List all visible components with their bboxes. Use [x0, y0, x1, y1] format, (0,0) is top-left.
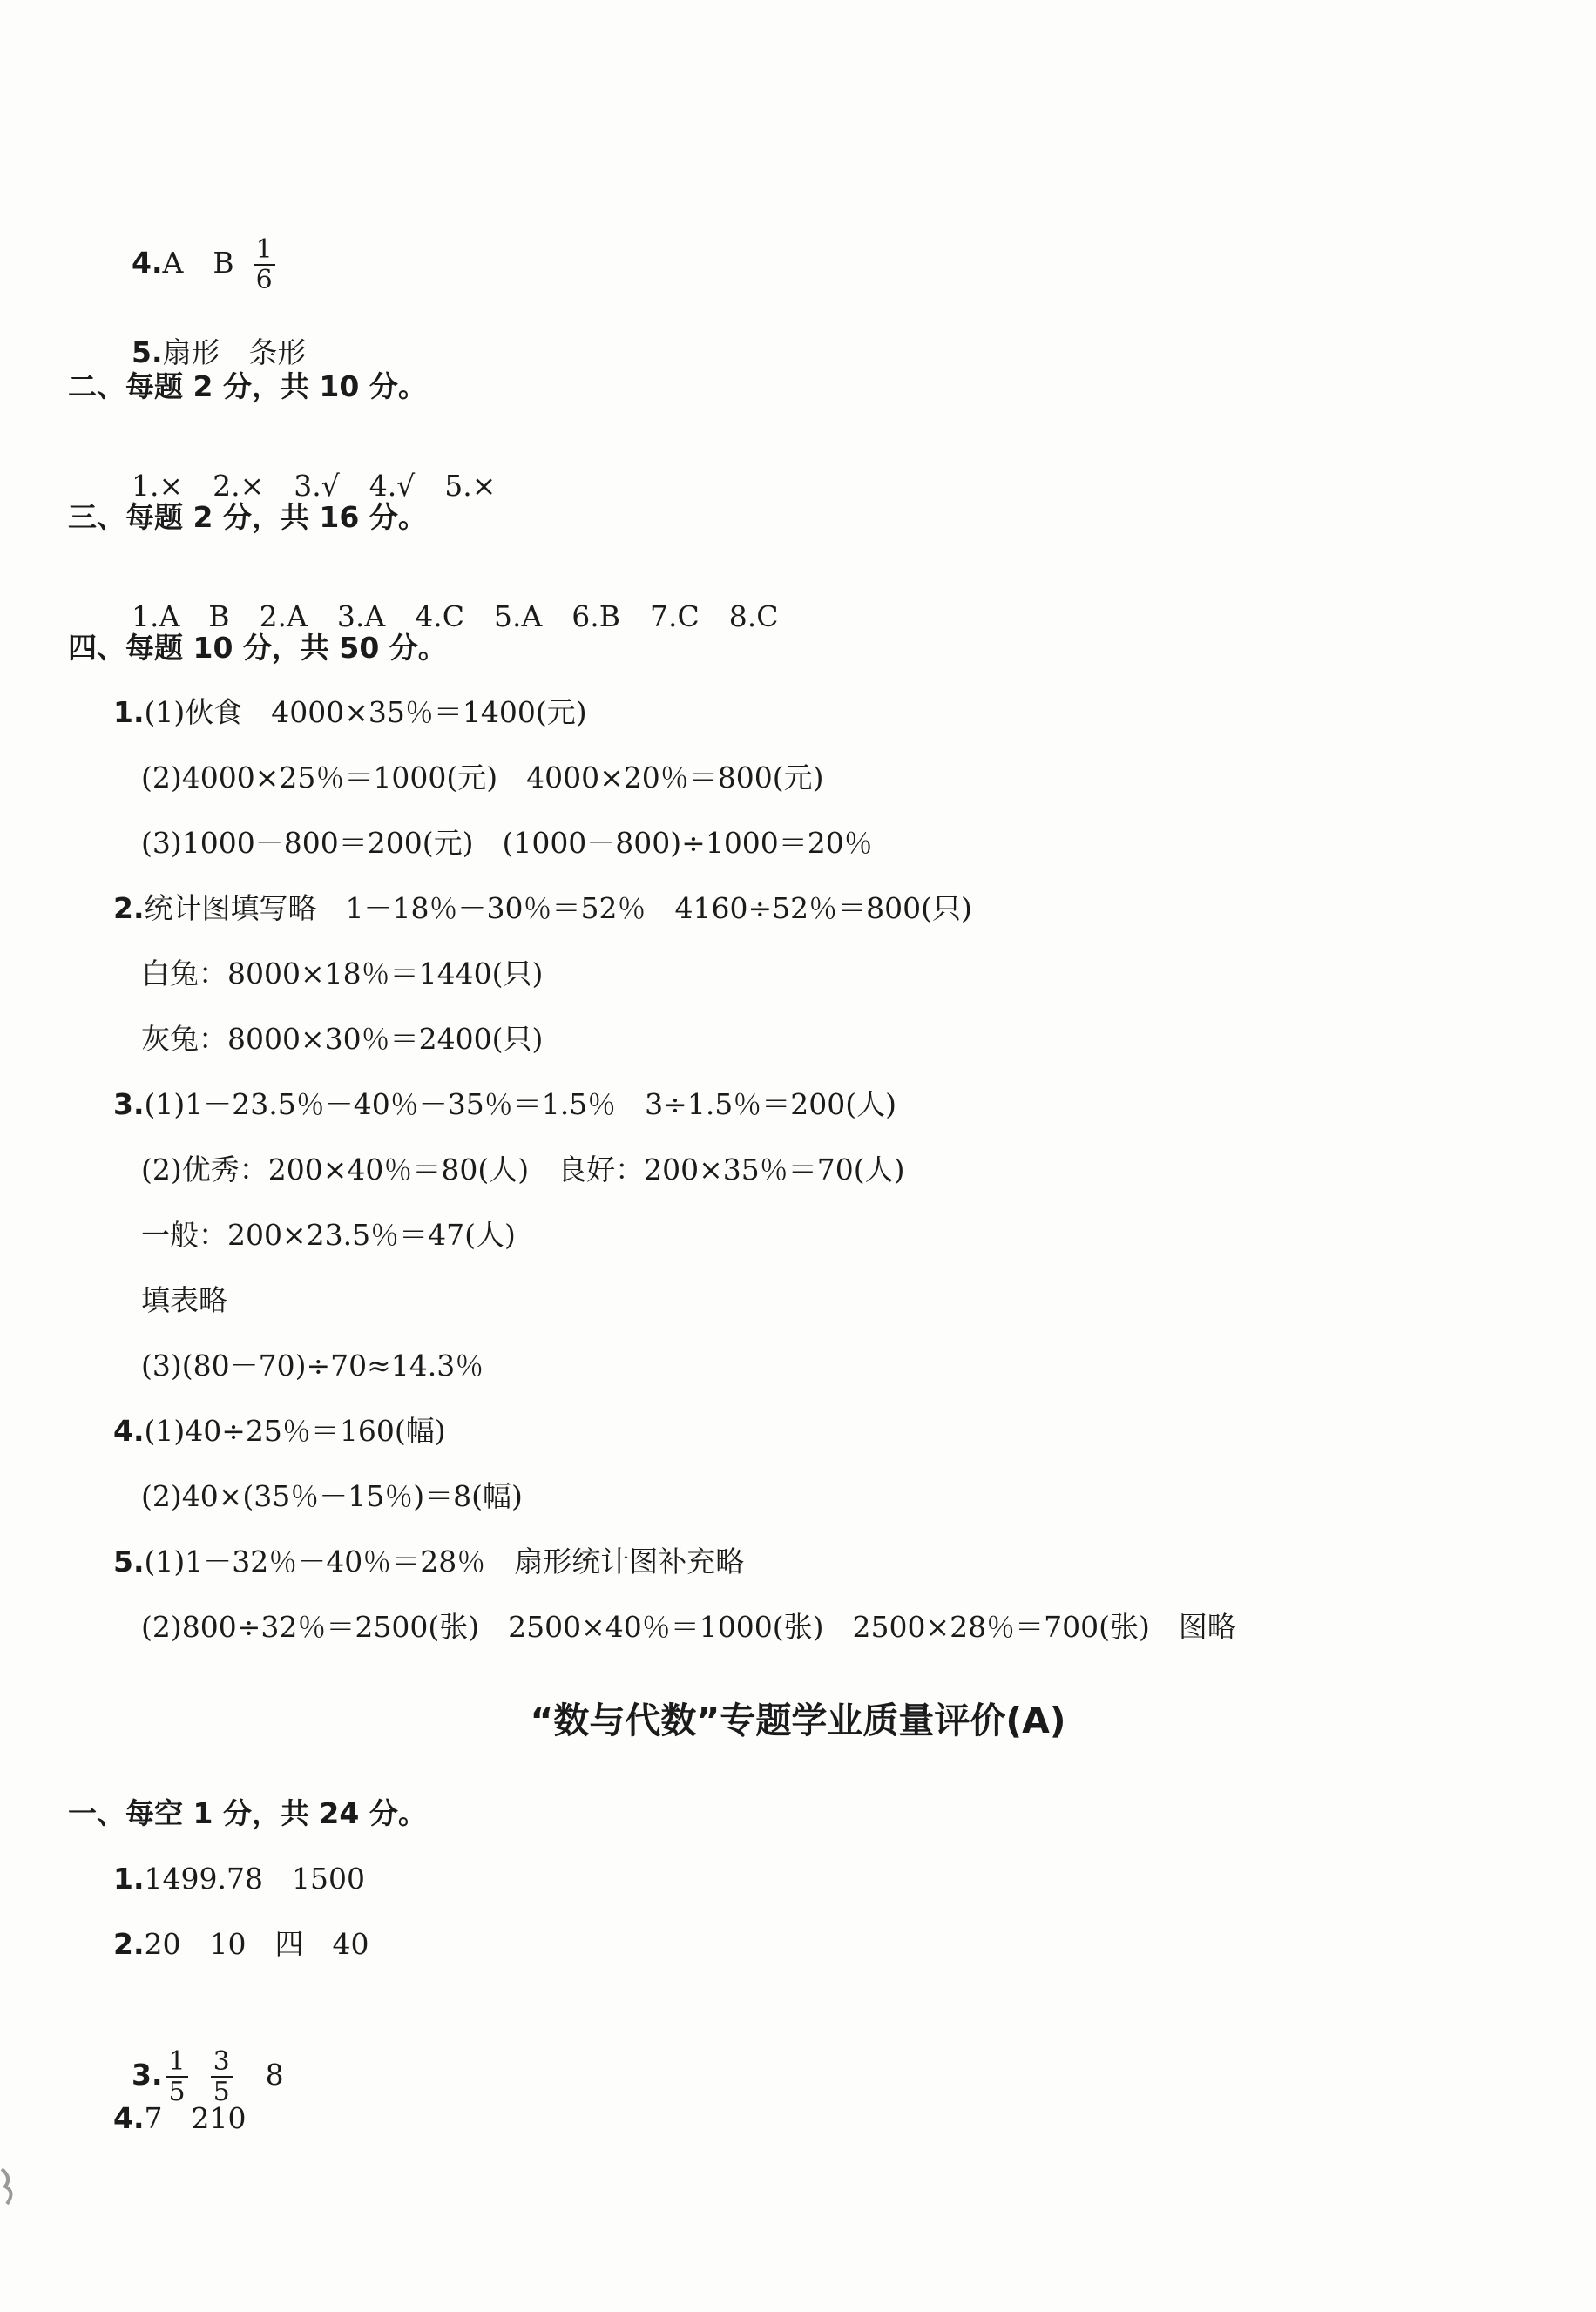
- answer-item: 3.√: [294, 469, 340, 503]
- answer-item: 4.C: [415, 599, 464, 633]
- q3-line-1: 3.(1)1－23.5％－40％－35％＝1.5％ 3÷1.5％＝200(人): [113, 1087, 897, 1121]
- a1-q4: 4.7 210: [113, 2101, 247, 2135]
- answer-item: 4.√: [369, 469, 416, 503]
- answer-item: 5.A: [493, 599, 543, 633]
- answer-item: 8.C: [728, 599, 779, 633]
- q2-line-2: 白兔：8000×18％＝1440(只): [141, 957, 544, 990]
- q1-line-2: (2)4000×25％＝1000(元) 4000×20％＝800(元): [141, 761, 824, 794]
- page-title: “数与代数”专题学业质量评价(A): [530, 1700, 1066, 1741]
- section-a1-heading: 一、每空 1 分，共 24 分。: [68, 1796, 427, 1830]
- answer-4-fraction: 4.A B $\frac{1}{6}$: [113, 200, 279, 294]
- q2-line-3: 灰兔：8000×30％＝2400(只): [141, 1022, 544, 1056]
- q3-line-2: (2)优秀：200×40％＝80(人) 良好：200×35％＝70(人): [141, 1153, 905, 1186]
- a1-q3: 3. $\frac{1}{5}$ $\frac{3}{5}$ 8: [131, 2046, 284, 2107]
- q1-line-3: (3)1000－800＝200(元) (1000－800)÷1000＝20％: [141, 826, 873, 860]
- section-3-answers: [113, 564, 779, 634]
- section-3-heading: 三、每题 2 分，共 16 分。: [68, 500, 427, 534]
- answer-item: 7.C: [650, 599, 700, 633]
- a1-q2: 2.20 10 四 40: [113, 1927, 369, 1961]
- q3-line-3: 一般：200×23.5％＝47(人): [141, 1218, 516, 1252]
- q5-line-2: (2)800÷32％＝2500(张) 2500×40％＝1000(张) 2500×28％＝700(张) 图略: [141, 1610, 1236, 1644]
- answer-5-chart-types: 5.扇形 条形: [131, 335, 307, 369]
- section-2-heading: 二、每题 2 分，共 10 分。: [68, 369, 427, 403]
- page-edge-mark: [0, 2160, 30, 2213]
- answer-item: 3.A: [336, 599, 386, 633]
- section-2-answers: [113, 434, 496, 504]
- q5-line-1: 5.(1)1－32％－40％＝28％ 扇形统计图补充略: [113, 1545, 745, 1579]
- section-4-heading: 四、每题 10 分，共 50 分。: [68, 631, 447, 665]
- answer-item: 2.A: [259, 599, 308, 633]
- q4-line-1: 4.(1)40÷25％＝160(幅): [113, 1414, 446, 1448]
- fraction: $\frac{1}{6}$: [254, 235, 275, 294]
- fraction: $\frac{3}{5}$: [211, 2047, 233, 2106]
- a1-q1: 1.1499.78 1500: [113, 1862, 365, 1896]
- answer-item: 1.×: [131, 469, 184, 503]
- q2-line-1: 2.统计图填写略 1－18％－30％＝52％ 4160÷52％＝800(只): [113, 891, 972, 925]
- q4-line-2: (2)40×(35％－15％)＝8(幅): [141, 1479, 523, 1513]
- answer-item: 2.×: [213, 469, 265, 503]
- q3-line-4: 填表略: [141, 1283, 227, 1317]
- fraction: $\frac{1}{5}$: [166, 2047, 187, 2106]
- answer-item: 5.×: [444, 469, 497, 503]
- answer-item: 1.A B: [131, 599, 230, 633]
- q3-line-5: (3)(80－70)÷70≈14.3％: [141, 1349, 484, 1382]
- answer-item: 6.B: [571, 599, 621, 633]
- q1-line-1: 1.(1)伙食 4000×35％＝1400(元): [113, 695, 587, 729]
